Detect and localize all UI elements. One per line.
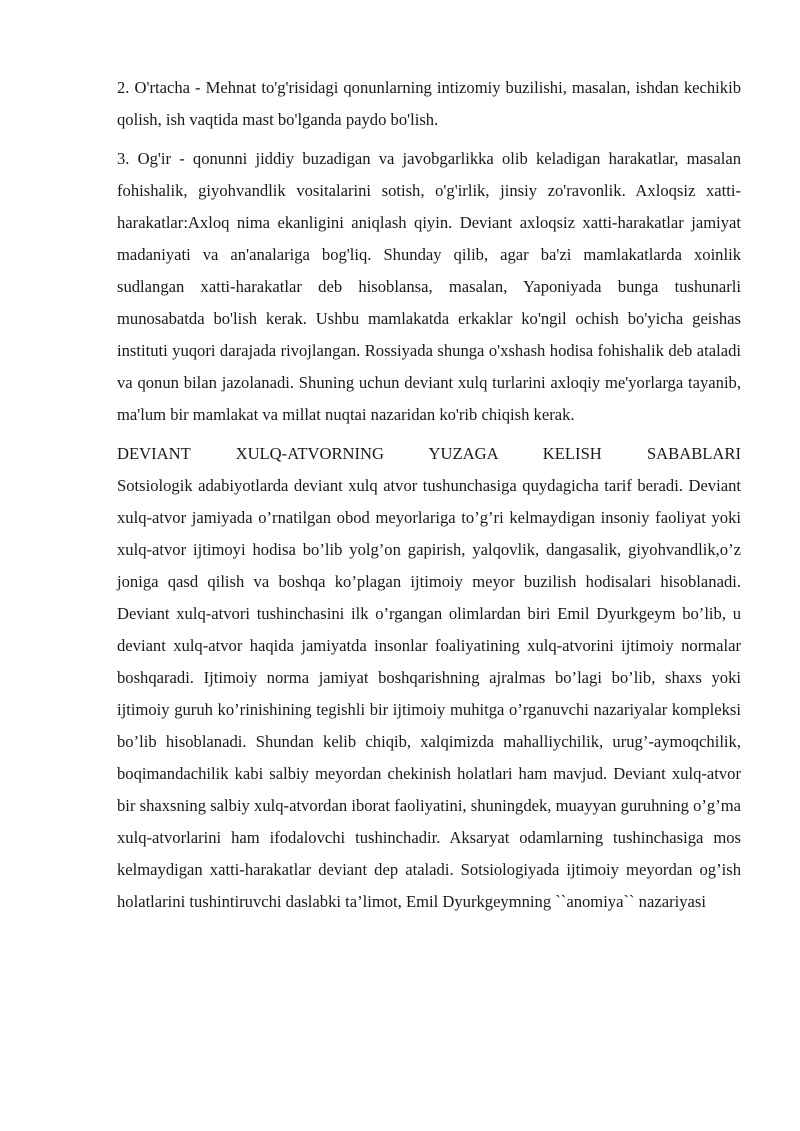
section-body: Sotsiologik adabiyotlarda deviant xulq atvor tushunchasiga quydagicha tarif beradi. Deviant xulq-atvor jamiyada o’rnatilgan obod meyorlariga to’g’ri kelmaydigan insoniy faoliyat yoki xulq-atvor ijtimoyi hodisa bo’lib yolg’on gapirish, yalqovlik, dangasalik, giyohvandlik,o’z joniga qasd qilish va boshqa ko’plagan ijtimoiy meyor buzilish hodisalari hisoblanadi. Deviant xulq-atvori tushinchasini ilk o’rgangan olimlardan biri Emil Dyurkgeym bo’lib, u deviant xulq-atvor haqida jamiyatda insonlar foaliyatining xulq-atvorini ijtimoiy normalar boshqaradi. Ijtimoiy norma jamiyat boshqarishning ajralmas bo’lagi bo’lib, shaxs yoki ijtimoiy guruh ko’rinishining tegishli bir ijtimoiy muhitga o’rganuvchi nazariyalar kompleksi bo’lib hisoblanadi. Shundan kelib chiqib, xalqimizda mahalliychilik, urug’-aymoqchilik, boqimandachilik kabi salbiy meyordan chekinish holatlari ham mavjud. Deviant xulq-atvor bir shaxsning salbiy xulq-atvordan iborat faoliyatini, shuningdek, muayyan guruhning o’g’ma xulq-atvorlarini ham ifodalovchi tushinchadir. Aksaryat odamlarning tushinchasiga mos kelmaydigan xatti-harakatlar deviant dep ataladi. Sotsiologiyada ijtimoiy meyordan og’ish holatlarini tushintiruvchi daslabki ta’limot, Emil Dyurkgeymning ``anomiya`` nazariyasi [117, 476, 741, 911]
paragraph-severe-violations: 3. Og'ir - qonunni jiddiy buzadigan va javobgarlikka olib keladigan harakatlar, masalan fohishalik, giyohvandlik vositalarini sotish, o'g'irlik, jinsiy zo'ravonlik. Axloqsiz xatti-harakatlar:Axloq nima ekanligini aniqlash qiyin. Deviant axloqsiz xatti-harakatlar jamiyat madaniyati va an'analariga bog'liq. Shunday qilib, agar ba'zi mamlakatlarda xoinlik sudlangan xatti-harakatlar deb hisoblansa, masalan, Yaponiyada bunga tushunarli munosabatda bo'lish kerak. Ushbu mamlakatda erkaklar ko'ngil ochish bo'yicha geishas instituti yuqori darajada rivojlangan. Rossiyada shunga o'xshash hodisa fohishalik deb ataladi va qonun bilan jazolanadi. Shuning uchun deviant xulq turlarini axloqiy me'yorlarga tayanib, ma'lum bir mamlakat va millat nuqtai nazaridan ko'rib chiqish kerak. [117, 149, 741, 424]
document-page [117, 72, 741, 925]
paragraph-moderate-violations: 2. O'rtacha - Mehnat to'g'risidagi qonunlarning intizomiy buzilishi, masalan, ishdan kechikib qolish, ish vaqtida mast bo'lganda paydo bo'lish. [117, 78, 741, 129]
section-block [117, 438, 741, 918]
section-heading: DEVIANT XULQ-ATVORNING YUZAGA KELISH SABABLARI [117, 444, 741, 463]
